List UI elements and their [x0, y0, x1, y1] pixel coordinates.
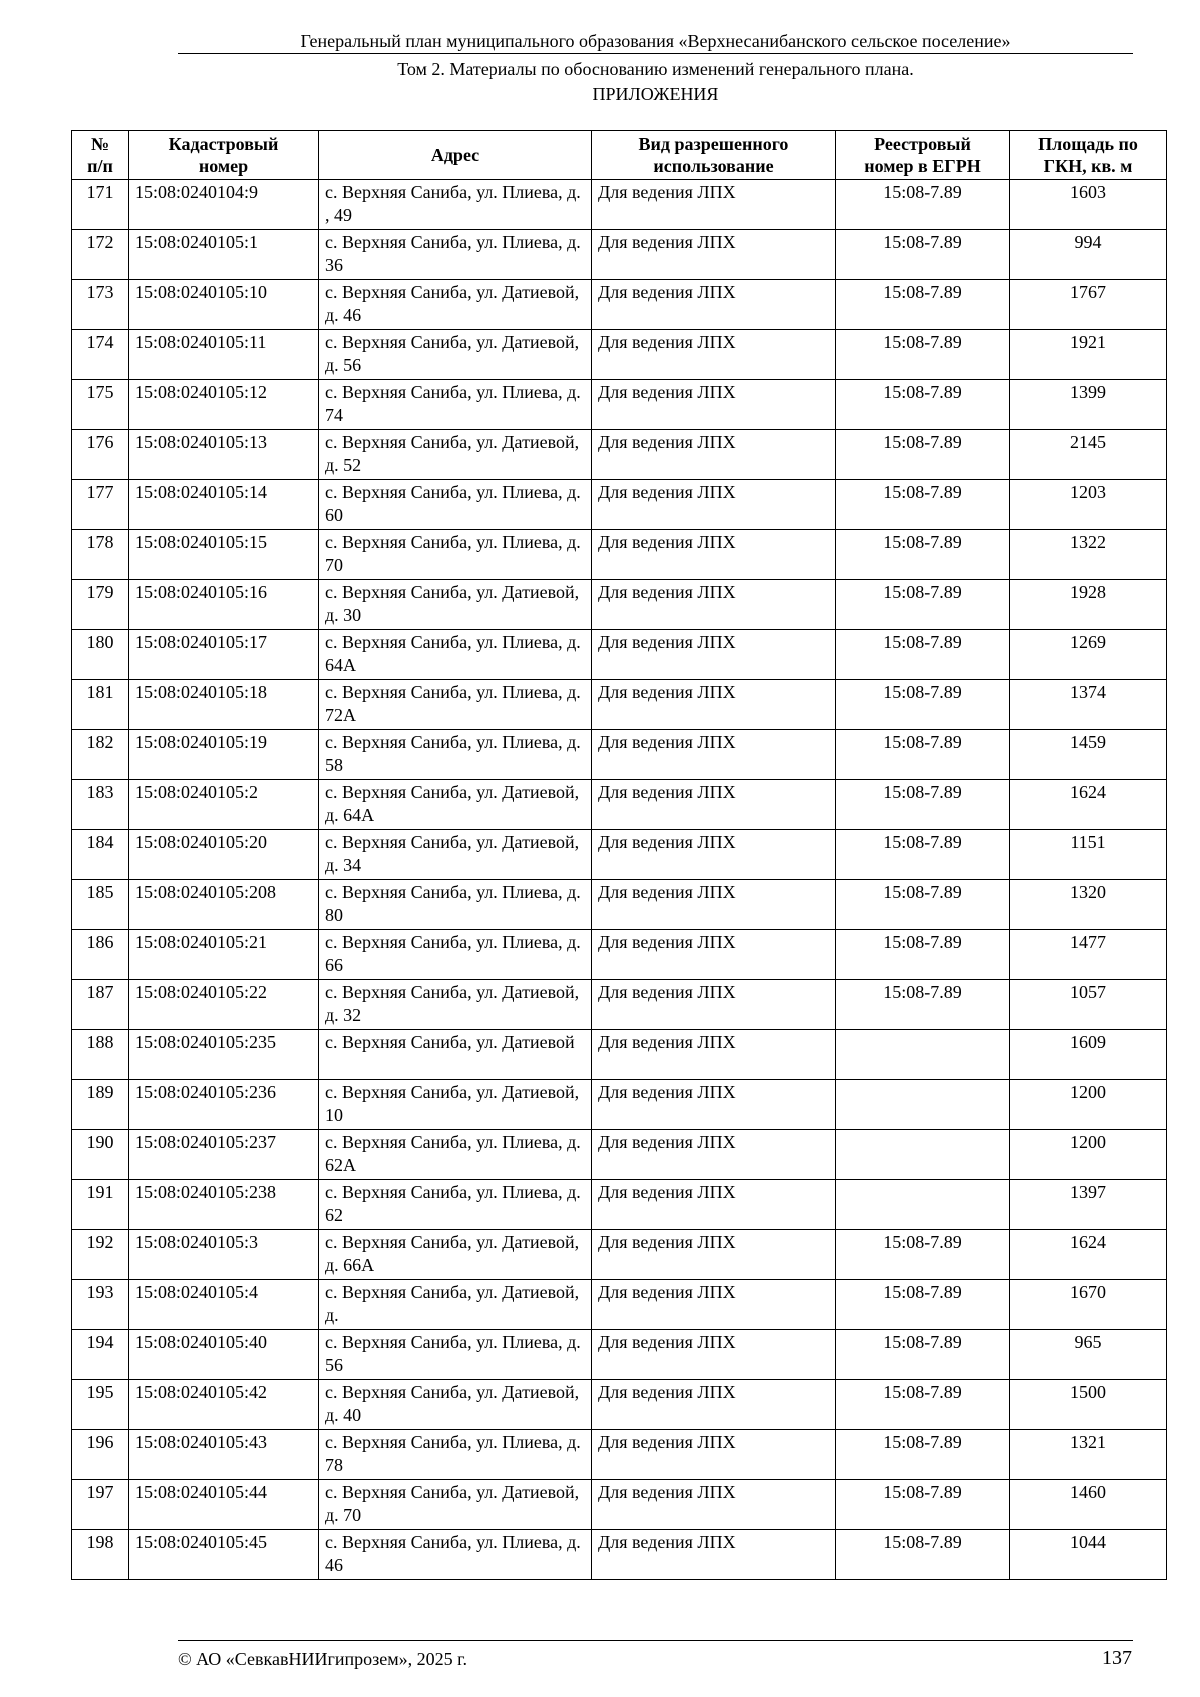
table-row	[72, 430, 1167, 480]
table-row	[72, 1480, 1167, 1530]
table-row	[72, 580, 1167, 630]
table-row	[72, 1280, 1167, 1330]
cell-address: с. Верхняя Саниба, ул. Датиевой, д. 70	[319, 1480, 592, 1530]
cell-usage: Для ведения ЛПХ	[592, 1530, 836, 1580]
cell-cadastral: 15:08:0240105:15	[129, 530, 319, 580]
cell-cadastral: 15:08:0240105:237	[129, 1130, 319, 1180]
cell-registry: 15:08-7.89	[836, 530, 1010, 580]
cell-cadastral: 15:08:0240105:45	[129, 1530, 319, 1580]
cell-number: 193	[72, 1280, 129, 1330]
footer-divider	[178, 1640, 1133, 1641]
table-row	[72, 830, 1167, 880]
table-row	[72, 1330, 1167, 1380]
cell-address: с. Верхняя Саниба, ул. Датиевой, д. 30	[319, 580, 592, 630]
cell-number: 181	[72, 680, 129, 730]
cell-usage: Для ведения ЛПХ	[592, 380, 836, 430]
table-body	[72, 180, 1167, 1580]
cell-area: 1477	[1010, 930, 1167, 980]
cell-number: 195	[72, 1380, 129, 1430]
cell-cadastral: 15:08:0240105:43	[129, 1430, 319, 1480]
cell-area: 2145	[1010, 430, 1167, 480]
header-divider	[178, 53, 1133, 54]
cell-usage: Для ведения ЛПХ	[592, 1430, 836, 1480]
cell-area: 1500	[1010, 1380, 1167, 1430]
cell-usage: Для ведения ЛПХ	[592, 1230, 836, 1280]
cell-address: с. Верхняя Саниба, ул. Плиева, д. 62А	[319, 1130, 592, 1180]
cell-usage: Для ведения ЛПХ	[592, 580, 836, 630]
cell-usage: Для ведения ЛПХ	[592, 280, 836, 330]
cell-registry: 15:08-7.89	[836, 380, 1010, 430]
cell-cadastral: 15:08:0240105:20	[129, 830, 319, 880]
cell-registry: 15:08-7.89	[836, 1230, 1010, 1280]
cell-number: 194	[72, 1330, 129, 1380]
cell-address: с. Верхняя Саниба, ул. Датиевой, д. 66А	[319, 1230, 592, 1280]
cell-number: 180	[72, 630, 129, 680]
table-row	[72, 780, 1167, 830]
cell-number: 190	[72, 1130, 129, 1180]
cell-registry: 15:08-7.89	[836, 180, 1010, 230]
cell-usage: Для ведения ЛПХ	[592, 730, 836, 780]
cell-cadastral: 15:08:0240105:3	[129, 1230, 319, 1280]
cell-usage: Для ведения ЛПХ	[592, 1380, 836, 1430]
table-row	[72, 880, 1167, 930]
cell-usage: Для ведения ЛПХ	[592, 880, 836, 930]
cell-area: 1767	[1010, 280, 1167, 330]
cell-address: с. Верхняя Саниба, ул. Плиева, д. 36	[319, 230, 592, 280]
table-row	[72, 380, 1167, 430]
table-row	[72, 930, 1167, 980]
cell-address: с. Верхняя Саниба, ул. Плиева, д. 62	[319, 1180, 592, 1230]
cell-cadastral: 15:08:0240104:9	[129, 180, 319, 230]
table-row	[72, 230, 1167, 280]
cell-cadastral: 15:08:0240105:238	[129, 1180, 319, 1230]
cell-usage: Для ведения ЛПХ	[592, 330, 836, 380]
cell-registry: 15:08-7.89	[836, 880, 1010, 930]
cell-cadastral: 15:08:0240105:2	[129, 780, 319, 830]
section-title: ПРИЛОЖЕНИЯ	[592, 84, 719, 104]
cell-registry: 15:08-7.89	[836, 730, 1010, 780]
cell-registry: 15:08-7.89	[836, 1480, 1010, 1530]
table-row	[72, 480, 1167, 530]
cell-registry: 15:08-7.89	[836, 1530, 1010, 1580]
cell-area: 1603	[1010, 180, 1167, 230]
cell-number: 184	[72, 830, 129, 880]
cell-registry: 15:08-7.89	[836, 680, 1010, 730]
cell-area: 1320	[1010, 880, 1167, 930]
table-row	[72, 530, 1167, 580]
cell-registry: 15:08-7.89	[836, 780, 1010, 830]
cell-area: 1397	[1010, 1180, 1167, 1230]
cell-registry: 15:08-7.89	[836, 830, 1010, 880]
column-header-cadastral: Кадастровый номер	[129, 131, 319, 180]
cell-number: 176	[72, 430, 129, 480]
cell-cadastral: 15:08:0240105:21	[129, 930, 319, 980]
table-row	[72, 1380, 1167, 1430]
cell-registry	[836, 1130, 1010, 1180]
cell-number: 182	[72, 730, 129, 780]
cell-number: 179	[72, 580, 129, 630]
column-header-number: № п/п	[72, 131, 129, 180]
cell-usage: Для ведения ЛПХ	[592, 680, 836, 730]
cell-number: 172	[72, 230, 129, 280]
cell-cadastral: 15:08:0240105:22	[129, 980, 319, 1030]
cell-address: с. Верхняя Саниба, ул. Плиева, д. 60	[319, 480, 592, 530]
cell-registry	[836, 1080, 1010, 1130]
table-row	[72, 680, 1167, 730]
column-header-address: Адрес	[319, 131, 592, 180]
cell-usage: Для ведения ЛПХ	[592, 1330, 836, 1380]
table-row	[72, 180, 1167, 230]
cell-registry: 15:08-7.89	[836, 1330, 1010, 1380]
cell-area: 1321	[1010, 1430, 1167, 1480]
cell-area: 1399	[1010, 380, 1167, 430]
cell-cadastral: 15:08:0240105:13	[129, 430, 319, 480]
table-row	[72, 1430, 1167, 1480]
cell-usage: Для ведения ЛПХ	[592, 1130, 836, 1180]
cell-address: с. Верхняя Саниба, ул. Плиева, д. , 49	[319, 180, 592, 230]
cell-registry: 15:08-7.89	[836, 230, 1010, 280]
cell-area: 1269	[1010, 630, 1167, 680]
cell-usage: Для ведения ЛПХ	[592, 1280, 836, 1330]
cell-number: 173	[72, 280, 129, 330]
cell-usage: Для ведения ЛПХ	[592, 1480, 836, 1530]
cell-number: 187	[72, 980, 129, 1030]
cell-area: 1322	[1010, 530, 1167, 580]
cell-number: 185	[72, 880, 129, 930]
table-row	[72, 280, 1167, 330]
table-row	[72, 630, 1167, 680]
cell-area: 1200	[1010, 1080, 1167, 1130]
cell-usage: Для ведения ЛПХ	[592, 930, 836, 980]
cell-number: 189	[72, 1080, 129, 1130]
cell-registry: 15:08-7.89	[836, 1380, 1010, 1430]
table-row	[72, 330, 1167, 380]
cell-registry: 15:08-7.89	[836, 330, 1010, 380]
cell-usage: Для ведения ЛПХ	[592, 180, 836, 230]
document-volume-title: Том 2. Материалы по обоснованию изменений генерального плана.	[397, 59, 914, 79]
cell-cadastral: 15:08:0240105:235	[129, 1030, 319, 1080]
cell-number: 198	[72, 1530, 129, 1580]
cell-cadastral: 15:08:0240105:1	[129, 230, 319, 280]
cell-address: с. Верхняя Саниба, ул. Плиева, д. 56	[319, 1330, 592, 1380]
cell-registry: 15:08-7.89	[836, 430, 1010, 480]
cell-number: 197	[72, 1480, 129, 1530]
land-plots-table	[71, 130, 1167, 1580]
cell-usage: Для ведения ЛПХ	[592, 1030, 836, 1080]
page-number: 137	[1102, 1647, 1132, 1669]
cell-area: 1609	[1010, 1030, 1167, 1080]
cell-address: с. Верхняя Саниба, ул. Плиева, д. 46	[319, 1530, 592, 1580]
cell-number: 183	[72, 780, 129, 830]
cell-cadastral: 15:08:0240105:44	[129, 1480, 319, 1530]
column-header-registry: Реестровый номер в ЕГРН	[836, 131, 1010, 180]
cell-cadastral: 15:08:0240105:236	[129, 1080, 319, 1130]
cell-address: с. Верхняя Саниба, ул. Датиевой, д. 56	[319, 330, 592, 380]
cell-number: 188	[72, 1030, 129, 1080]
cell-address: с. Верхняя Саниба, ул. Датиевой, 10	[319, 1080, 592, 1130]
cell-registry: 15:08-7.89	[836, 980, 1010, 1030]
cell-cadastral: 15:08:0240105:4	[129, 1280, 319, 1330]
cell-cadastral: 15:08:0240105:18	[129, 680, 319, 730]
table-header-row	[72, 131, 1167, 180]
table-row	[72, 1180, 1167, 1230]
cell-area: 1624	[1010, 1230, 1167, 1280]
cell-number: 191	[72, 1180, 129, 1230]
cell-area: 994	[1010, 230, 1167, 280]
cell-registry: 15:08-7.89	[836, 480, 1010, 530]
cell-registry: 15:08-7.89	[836, 630, 1010, 680]
cell-area: 1921	[1010, 330, 1167, 380]
table-row	[72, 1030, 1167, 1080]
cell-area: 1057	[1010, 980, 1167, 1030]
cell-address: с. Верхняя Саниба, ул. Датиевой, д. 52	[319, 430, 592, 480]
table-row	[72, 730, 1167, 780]
cell-area: 1044	[1010, 1530, 1167, 1580]
cell-usage: Для ведения ЛПХ	[592, 1180, 836, 1230]
table-row	[72, 1130, 1167, 1180]
cell-number: 171	[72, 180, 129, 230]
column-header-usage: Вид разрешенного использование	[592, 131, 836, 180]
cell-number: 186	[72, 930, 129, 980]
cell-usage: Для ведения ЛПХ	[592, 230, 836, 280]
cell-usage: Для ведения ЛПХ	[592, 830, 836, 880]
cell-area: 1670	[1010, 1280, 1167, 1330]
cell-number: 177	[72, 480, 129, 530]
table-row	[72, 980, 1167, 1030]
cell-address: с. Верхняя Саниба, ул. Датиевой, д. 32	[319, 980, 592, 1030]
cell-registry: 15:08-7.89	[836, 580, 1010, 630]
cell-registry	[836, 1030, 1010, 1080]
footer-copyright: © АО «СевкавНИИгипрозем», 2025 г.	[178, 1649, 467, 1669]
cell-usage: Для ведения ЛПХ	[592, 430, 836, 480]
cell-area: 1624	[1010, 780, 1167, 830]
cell-area: 965	[1010, 1330, 1167, 1380]
cell-number: 196	[72, 1430, 129, 1480]
cell-address: с. Верхняя Саниба, ул. Плиева, д. 64А	[319, 630, 592, 680]
cell-address: с. Верхняя Саниба, ул. Датиевой, д. 40	[319, 1380, 592, 1430]
cell-registry: 15:08-7.89	[836, 930, 1010, 980]
cell-address: с. Верхняя Саниба, ул. Датиевой, д. 64А	[319, 780, 592, 830]
cell-cadastral: 15:08:0240105:40	[129, 1330, 319, 1380]
cell-registry	[836, 1180, 1010, 1230]
cell-address: с. Верхняя Саниба, ул. Плиева, д. 80	[319, 880, 592, 930]
cell-usage: Для ведения ЛПХ	[592, 630, 836, 680]
document-header-title: Генеральный план муниципального образования «Верхнесанибанского сельское поселение»	[300, 31, 1011, 51]
cell-area: 1200	[1010, 1130, 1167, 1180]
cell-number: 192	[72, 1230, 129, 1280]
cell-cadastral: 15:08:0240105:16	[129, 580, 319, 630]
cell-registry: 15:08-7.89	[836, 280, 1010, 330]
cell-address: с. Верхняя Саниба, ул. Датиевой, д.	[319, 1280, 592, 1330]
cell-address: с. Верхняя Саниба, ул. Датиевой	[319, 1030, 592, 1080]
cell-cadastral: 15:08:0240105:17	[129, 630, 319, 680]
table-row	[72, 1530, 1167, 1580]
cell-area: 1203	[1010, 480, 1167, 530]
cell-address: с. Верхняя Саниба, ул. Плиева, д. 66	[319, 930, 592, 980]
cell-address: с. Верхняя Саниба, ул. Плиева, д. 72А	[319, 680, 592, 730]
cell-address: с. Верхняя Саниба, ул. Плиева, д. 70	[319, 530, 592, 580]
cell-usage: Для ведения ЛПХ	[592, 780, 836, 830]
cell-address: с. Верхняя Саниба, ул. Плиева, д. 78	[319, 1430, 592, 1480]
cell-cadastral: 15:08:0240105:12	[129, 380, 319, 430]
cell-cadastral: 15:08:0240105:10	[129, 280, 319, 330]
cell-area: 1459	[1010, 730, 1167, 780]
cell-cadastral: 15:08:0240105:19	[129, 730, 319, 780]
cell-registry: 15:08-7.89	[836, 1280, 1010, 1330]
cell-address: с. Верхняя Саниба, ул. Плиева, д. 58	[319, 730, 592, 780]
cell-cadastral: 15:08:0240105:14	[129, 480, 319, 530]
cell-number: 175	[72, 380, 129, 430]
cell-cadastral: 15:08:0240105:42	[129, 1380, 319, 1430]
table-row	[72, 1080, 1167, 1130]
cell-area: 1151	[1010, 830, 1167, 880]
cell-number: 178	[72, 530, 129, 580]
cell-address: с. Верхняя Саниба, ул. Плиева, д. 74	[319, 380, 592, 430]
cell-usage: Для ведения ЛПХ	[592, 530, 836, 580]
cell-cadastral: 15:08:0240105:208	[129, 880, 319, 930]
cell-number: 174	[72, 330, 129, 380]
cell-usage: Для ведения ЛПХ	[592, 980, 836, 1030]
cell-address: с. Верхняя Саниба, ул. Датиевой, д. 34	[319, 830, 592, 880]
cell-registry: 15:08-7.89	[836, 1430, 1010, 1480]
table-row	[72, 1230, 1167, 1280]
cell-address: с. Верхняя Саниба, ул. Датиевой, д. 46	[319, 280, 592, 330]
cell-area: 1928	[1010, 580, 1167, 630]
column-header-area: Площадь по ГКН, кв. м	[1010, 131, 1167, 180]
cell-area: 1374	[1010, 680, 1167, 730]
cell-area: 1460	[1010, 1480, 1167, 1530]
cell-cadastral: 15:08:0240105:11	[129, 330, 319, 380]
cell-usage: Для ведения ЛПХ	[592, 480, 836, 530]
cell-usage: Для ведения ЛПХ	[592, 1080, 836, 1130]
